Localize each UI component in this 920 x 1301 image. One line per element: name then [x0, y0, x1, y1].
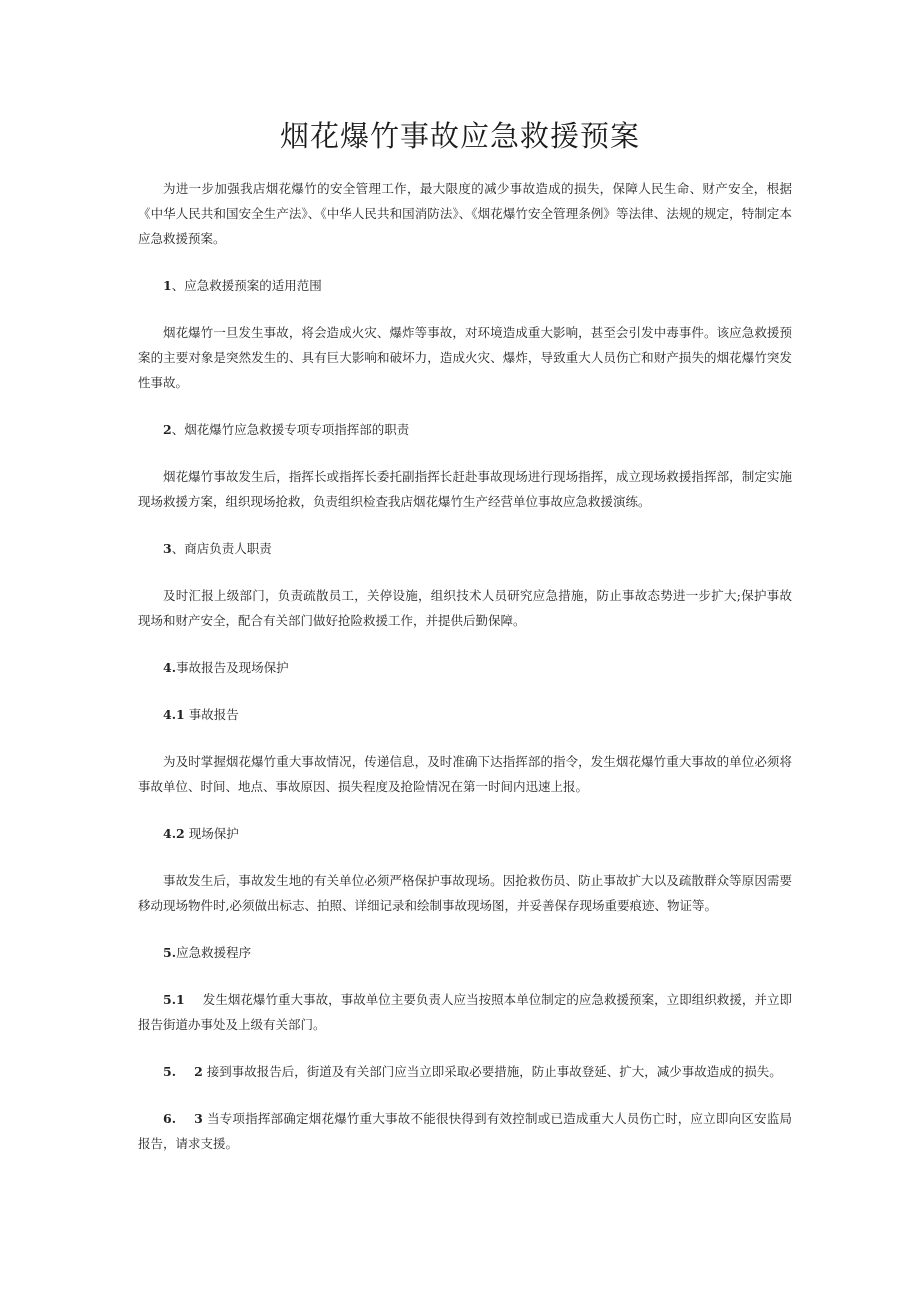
section-heading-1 — [138, 273, 792, 298]
step-5-2 — [138, 1059, 792, 1084]
section-1-paragraph: 烟花爆竹一旦发生事故，将会造成火灾、爆炸等事故，对环境造成重大影响，甚至会引发中毒事件。该应急救援预案的主要对象是突然发生的、具有巨大影响和破坏力，造成火灾、爆炸，导致重大人员伤亡和财产损失的烟花爆竹突发性事故。 — [138, 325, 792, 390]
intro-paragraph: 为进一步加强我店烟花爆竹的安全管理工作，最大限度的减少事故造成的损失，保障人民生命、财产安全，根据《中华人民共和国安全生产法》、《中华人民共和国消防法》、《烟花爆竹安全管理条例》等法律、法规的规定，特制定本应急救援预案。 — [138, 181, 792, 246]
section-heading-4 — [138, 655, 792, 680]
document-body — [138, 176, 792, 1178]
page-title: 烟花爆竹事故应急救援预案 — [279, 119, 640, 153]
step-number: 5.1 — [163, 992, 185, 1007]
step-6-3 — [138, 1106, 792, 1156]
section-number: 4.2 — [163, 826, 185, 841]
step-number: 6. — [163, 1111, 177, 1126]
section-title: 、商店负责人职责 — [171, 541, 272, 556]
step-subnumber: 2 — [194, 1064, 203, 1079]
section-title: 事故报告 — [184, 707, 239, 722]
step-number: 5. — [163, 1064, 177, 1079]
section-2-paragraph: 烟花爆竹事故发生后，指挥长或指挥长委托副指挥长赶赴事故现场进行现场指挥，成立现场救援指挥部，制定实施现场救援方案，组织现场抢救，负责组织检查我店烟花爆竹生产经营单位事故应急救援演练。 — [138, 469, 792, 509]
section-title: 、烟花爆竹应急救援专项专项指挥部的职责 — [171, 422, 410, 437]
step-text: 当专项指挥部确定烟花爆竹重大事故不能很快得到有效控制或已造成重大人员伤亡时，应立即向区安监局报告，请求支援。 — [138, 1111, 792, 1151]
section-heading-3 — [138, 536, 792, 561]
section-number: 3 — [163, 541, 172, 556]
section-number: 4. — [163, 660, 177, 675]
step-5-1 — [138, 987, 792, 1037]
section-heading-4-1 — [138, 702, 792, 727]
section-heading-2 — [138, 417, 792, 442]
section-number: 4.1 — [163, 707, 185, 722]
section-3-paragraph: 及时汇报上级部门，负责疏散员工，关停设施，组织技术人员研究应急措施，防止事故态势进一步扩大;保护事故现场和财产安全，配合有关部门做好抢险救援工作，并提供后勤保障。 — [138, 588, 792, 628]
step-subnumber: 3 — [194, 1111, 203, 1126]
step-text: 发生烟花爆竹重大事故，事故单位主要负责人应当按照本单位制定的应急救援预案，立即组织救援，并立即报告街道办事处及上级有关部门。 — [138, 992, 792, 1032]
section-4-1-paragraph: 为及时掌握烟花爆竹重大事故情况，传递信息，及时准确下达指挥部的指令，发生烟花爆竹重大事故的单位必须将事故单位、时间、地点、事故原因、损失程度及抢险情况在第一时间内迅速上报。 — [138, 754, 792, 794]
step-text: 接到事故报告后，街道及有关部门应当立即采取必要措施，防止事故登延、扩大，减少事故造成的损失。 — [206, 1064, 782, 1079]
section-4-2-paragraph: 事故发生后，事故发生地的有关单位必须严格保护事故现场。因抢救伤员、防止事故扩大以及疏散群众等原因需要移动现场物件时,必须做出标志、拍照、详细记录和绘制事故现场图，并妥善保存现场重要痕迹、物证等。 — [138, 873, 792, 913]
section-title: 事故报告及现场保护 — [176, 660, 289, 675]
section-heading-5 — [138, 940, 792, 965]
section-title: 现场保护 — [184, 826, 239, 841]
section-number: 2 — [163, 422, 172, 437]
section-number: 5. — [163, 945, 177, 960]
section-title: 、应急救援预案的适用范围 — [171, 278, 322, 293]
section-heading-4-2 — [138, 821, 792, 846]
section-number: 1 — [163, 278, 172, 293]
section-title: 应急救援程序 — [176, 945, 252, 960]
